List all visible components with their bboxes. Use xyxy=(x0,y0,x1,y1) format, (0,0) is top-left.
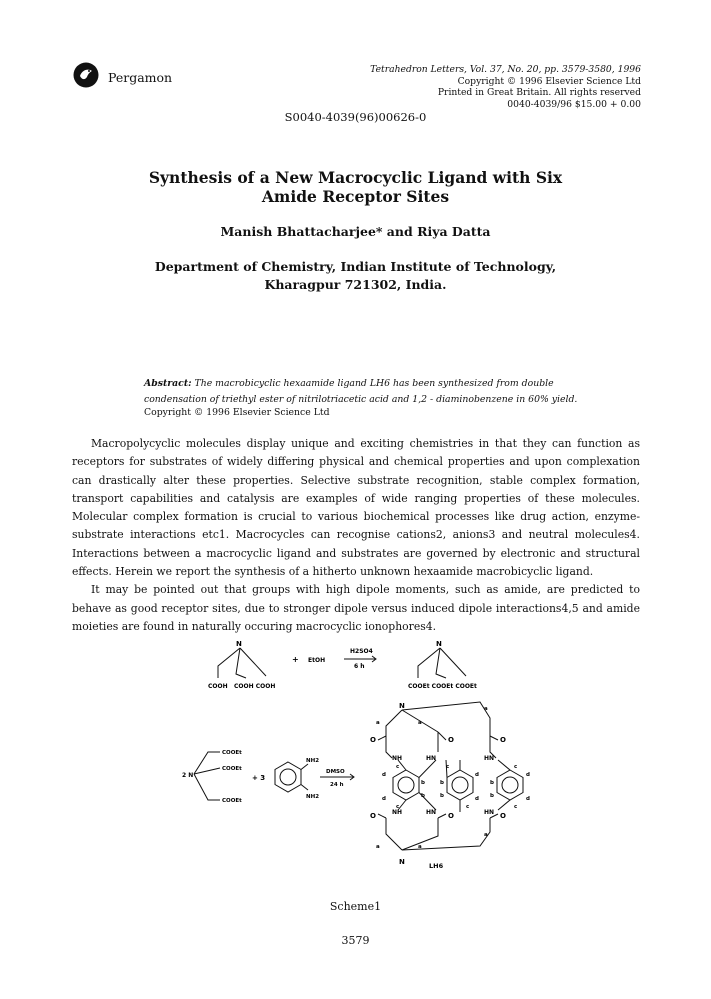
d-label-1: d xyxy=(382,772,386,778)
o-label-5: O xyxy=(448,812,454,820)
o-label-3: O xyxy=(500,736,506,744)
journal-printed: Printed in Great Britain. All rights reserved xyxy=(437,87,641,98)
b-label-1: b xyxy=(421,780,425,786)
d-label-4: d xyxy=(475,796,479,802)
plus-three-label: + 3 xyxy=(252,774,266,782)
c-label-2: c xyxy=(446,764,450,770)
nh-label-1: NH xyxy=(392,755,403,762)
cooet-label-3: COOEt xyxy=(222,798,242,804)
title-line-2: Amide Receptor Sites xyxy=(261,187,450,206)
publisher-name: Pergamon xyxy=(108,70,173,85)
cooet-label-2: COOEt xyxy=(222,766,242,772)
paragraph-1: Macropolycyclic molecules display unique and exciting chemistries in that they can function as receptors for substrates of widely differing physical and chemical properties and upon complexation can drastically alter these properties. Selective substrate recognition, stable complex formation, transport capabilities and catalysis are examples of wide ranging properties of these molecules. Molecular complex formation is crucial to various biochemical processes like drug action, enzyme-substrate interactions etc1. Macrocycles can recognise cations2, anions3 and neutral molecules4. Interactions between a macrocyclic ligand and substrates are governed by electronic and structural effects. Herein we report the synthesis of a hitherto unknown hexaamide macrobicyclic ligand. xyxy=(72,437,640,579)
c-label-6: c xyxy=(514,804,518,810)
a-label-6: a xyxy=(484,832,488,838)
time-1-label: 6 h xyxy=(354,663,365,670)
b-label-5: b xyxy=(490,780,494,786)
c-label-3: c xyxy=(514,764,518,770)
b-label-3: b xyxy=(440,780,444,786)
o-label-1: O xyxy=(370,736,376,744)
n-label-2: N xyxy=(436,640,442,648)
d-label-5: d xyxy=(526,772,530,778)
hn-label-1: HN xyxy=(426,755,437,762)
title-line-1: Synthesis of a New Macrocyclic Ligand with Six xyxy=(148,168,563,187)
cooh-cooh-label: COOH COOH xyxy=(234,683,276,690)
b-label-4: b xyxy=(440,793,444,799)
hn-label-3: HN xyxy=(426,809,437,816)
h2so4-label: H2SO4 xyxy=(350,648,373,655)
cooet-label-1: COOEt xyxy=(222,750,242,756)
nh2-label-2: NH2 xyxy=(306,794,320,800)
cooh-label: COOH xyxy=(208,683,228,690)
paragraph-2: It may be pointed out that groups with high dipole moments, such as amide, are predicted to behave as good receptor sites, due to stronger dipole versus induced dipole interactions4,5 and amide moieties are found in naturally occuring macrocyclic ionophores4. xyxy=(72,583,640,633)
abstract-text: The macrobicyclic hexaamide ligand LH6 has been synthesized from double condensation of triethyl ester of nitrilotriacetic acid and 1,2 - diaminobenzene in 60% yield. xyxy=(144,378,578,405)
a-label-1: a xyxy=(376,720,380,726)
n-label-3: N xyxy=(399,702,405,710)
journal-citation: Tetrahedron Letters, Vol. 37, No. 20, pp. 3579-3580, 1996 xyxy=(370,64,641,75)
hn-label-2: HN xyxy=(484,755,495,762)
authors: Manish Bhattacharjee* and Riya Datta xyxy=(220,224,491,239)
a-label-5: a xyxy=(418,844,422,850)
cooet-row-label: COOEt COOEt COOEt xyxy=(408,683,477,690)
page-number: 3579 xyxy=(341,934,370,947)
c-label-4: c xyxy=(396,804,400,810)
a-label-2: a xyxy=(418,720,422,726)
o-label-6: O xyxy=(500,812,506,820)
hn-label-4: HN xyxy=(484,809,495,816)
o-label-2: O xyxy=(448,736,454,744)
affiliation xyxy=(120,258,591,294)
n-label-4: N xyxy=(399,858,405,866)
nh-label-2: NH xyxy=(392,809,403,816)
pii-code: S0040-4039(96)00626-0 xyxy=(284,110,427,124)
nh2-label-1: NH2 xyxy=(306,758,320,764)
product-label: LH6 xyxy=(429,862,444,868)
a-label-3: a xyxy=(484,706,488,712)
reaction-scheme xyxy=(170,636,570,868)
c-label-5: c xyxy=(466,804,470,810)
affiliation-line-2: Kharagpur 721302, India. xyxy=(264,277,447,292)
time-2-label: 24 h xyxy=(330,782,344,788)
etoh-label: EtOH xyxy=(308,657,326,664)
b-label-2: b xyxy=(421,793,425,799)
b-label-6: b xyxy=(490,793,494,799)
article-title xyxy=(100,168,611,206)
d-label-3: d xyxy=(475,772,479,778)
abstract-label: Abstract: xyxy=(144,378,192,389)
plus-sign-1: + xyxy=(292,655,299,664)
affiliation-line-1: Department of Chemistry, Indian Institute of Technology, xyxy=(154,259,557,274)
pergamon-logo xyxy=(73,62,99,88)
copyright-notice: Copyright © 1996 Elsevier Science Ltd xyxy=(144,407,330,418)
journal-copyright: Copyright © 1996 Elsevier Science Ltd xyxy=(457,75,641,87)
scheme-caption: Scheme1 xyxy=(329,900,382,913)
n-label-1: N xyxy=(236,640,242,648)
abstract xyxy=(144,376,584,408)
d-label-2: d xyxy=(382,796,386,802)
c-label-1: c xyxy=(396,764,400,770)
d-label-6: d xyxy=(526,796,530,802)
body-text xyxy=(72,435,640,636)
dmso-label: DMSO xyxy=(326,769,345,775)
o-label-4: O xyxy=(370,812,376,820)
two-n-label: 2 N xyxy=(182,772,194,779)
journal-info xyxy=(370,64,641,110)
a-label-4: a xyxy=(376,844,380,850)
journal-price: 0040-4039/96 $15.00 + 0.00 xyxy=(507,98,641,110)
